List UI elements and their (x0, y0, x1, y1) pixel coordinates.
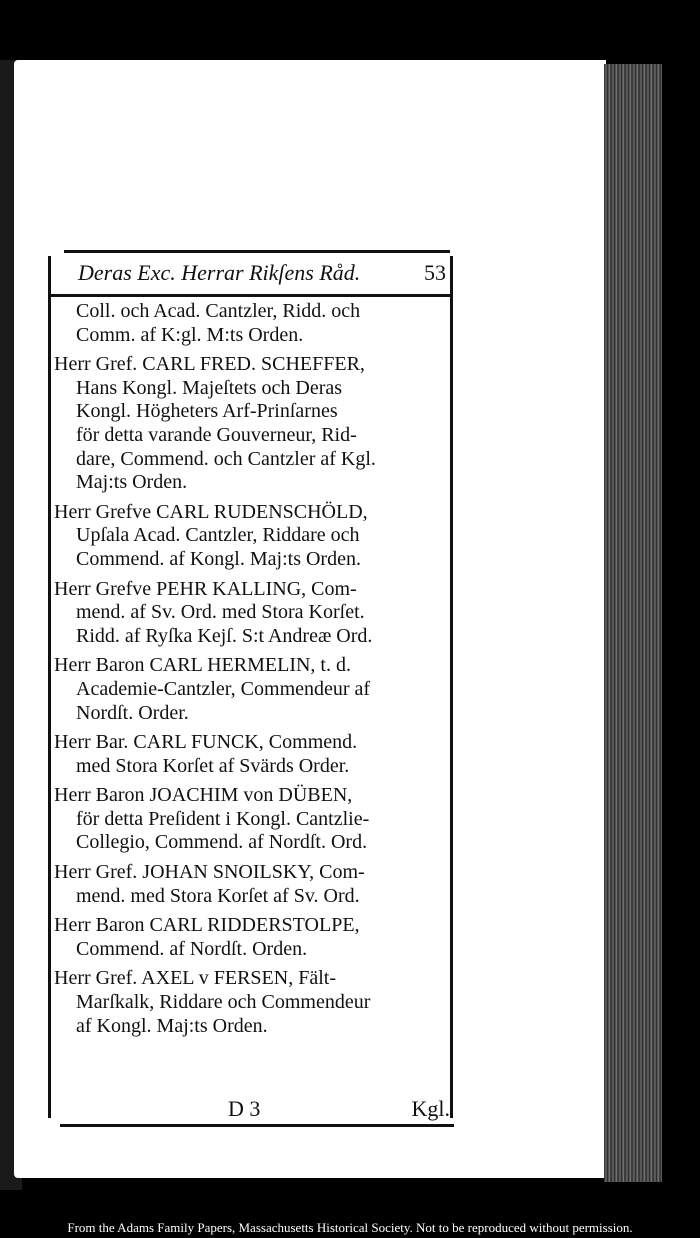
copyright-caption: From the Adams Family Papers, Massachusetts Historical Society. Not to be reproduced without permission. (67, 1220, 633, 1235)
list-item (54, 654, 450, 725)
list-item (54, 914, 450, 961)
entry-line: Herr Baron CARL HERMELIN, t. d. (54, 654, 351, 677)
catchword: Kgl. (411, 1096, 450, 1121)
left-margin-line (48, 256, 51, 1118)
top-rule (64, 250, 450, 253)
entry-line: Marſkalk, Riddare och Commendeur (76, 991, 371, 1014)
running-header (78, 260, 448, 292)
entry-line: Herr Grefve CARL RUDENSCHÖLD, (54, 500, 368, 523)
entry-line: Kongl. Högheters Arf-Prinſarnes (76, 400, 338, 423)
list-item (54, 784, 450, 855)
entry-line: mend. af Sv. Ord. med Stora Korſet. (76, 601, 365, 624)
entry-line: mend. med Stora Korſet af Sv. Ord. (76, 884, 360, 907)
entry-line: dare, Commend. och Cantzler af Kgl. (76, 447, 376, 470)
entry-line: Upſala Acad. Cantzler, Riddare och (76, 524, 360, 547)
entry-line: med Stora Korſet af Svärds Order. (76, 754, 350, 777)
entry-line: Herr Gref. JOHAN SNOILSKY, Com- (54, 861, 365, 884)
page-number: 53 (424, 260, 446, 285)
entry-line: Commend. af Nordſt. Orden. (76, 937, 308, 960)
entry-line: Herr Baron CARL RIDDERSTOLPE, (54, 914, 360, 937)
page-footer (60, 1096, 454, 1122)
entry-line: för detta varande Gouverneur, Rid- (76, 423, 357, 446)
entry-line: Herr Baron JOACHIM von DÜBEN, (54, 784, 353, 807)
bottom-rule (60, 1124, 454, 1127)
list-item (54, 731, 450, 778)
entry-line: Academie-Cantzler, Commendeur af (76, 677, 371, 700)
list-item (54, 300, 450, 347)
text-frame (48, 250, 456, 1128)
list-item (54, 501, 450, 572)
entry-line: Maj:ts Orden. (76, 471, 188, 494)
entry-line: Ridd. af Ryſka Kejſ. S:t Andreæ Ord. (76, 624, 373, 647)
right-margin-line (450, 256, 453, 1118)
list-item (54, 967, 450, 1038)
list-item (54, 578, 450, 649)
list-item (54, 353, 450, 495)
entry-line: Herr Grefve PEHR KALLING, Com- (54, 577, 357, 600)
entry-line: Herr Bar. CARL FUNCK, Commend. (54, 731, 358, 754)
entry-line: Commend. af Kongl. Maj:ts Orden. (76, 547, 361, 570)
book-page-edges (604, 64, 662, 1182)
entry-line: Comm. af K:gl. M:ts Orden. (76, 323, 304, 346)
entry-line: Herr Gref. AXEL v FERSEN, Fält- (54, 967, 336, 990)
entry-line: Nordſt. Order. (76, 701, 189, 724)
entry-line: Collegio, Commend. af Nordſt. Ord. (76, 831, 368, 854)
book-page (14, 60, 606, 1178)
entry-line: för detta Preſident i Kongl. Cantzlie- (76, 807, 370, 830)
running-title: Deras Exc. Herrar Rikſens Råd. (78, 260, 361, 285)
entry-line: Herr Gref. CARL FRED. SCHEFFER, (54, 353, 365, 376)
entry-line: Hans Kongl. Majeſtets och Deras (76, 376, 343, 399)
signature-mark: D 3 (228, 1096, 261, 1121)
header-rule (48, 294, 452, 297)
entry-line: Coll. och Acad. Cantzler, Ridd. och (76, 300, 361, 322)
entry-line: af Kongl. Maj:ts Orden. (76, 1014, 268, 1037)
entry-list (54, 300, 450, 1044)
list-item (54, 861, 450, 908)
